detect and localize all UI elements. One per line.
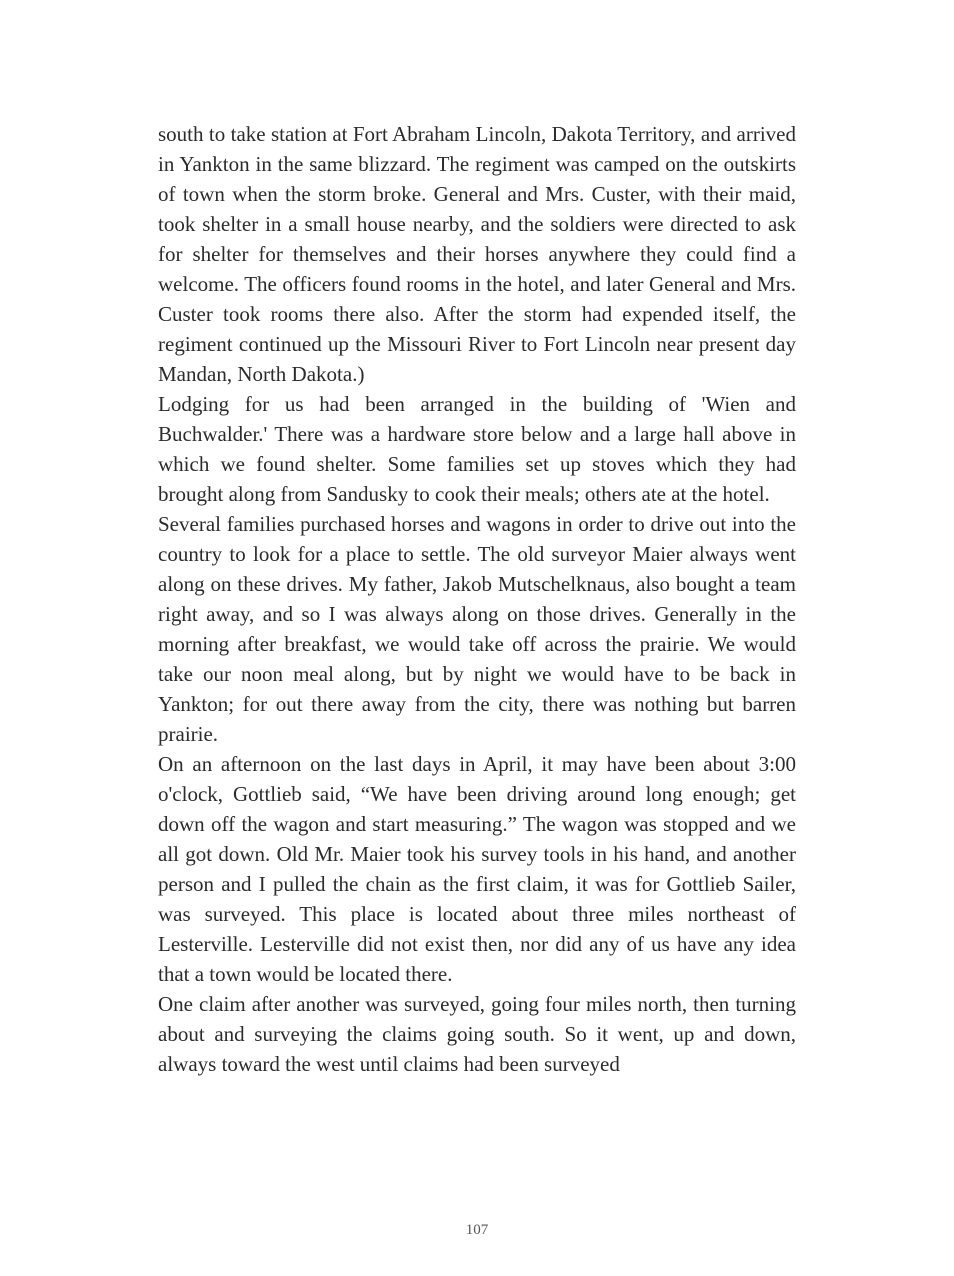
paragraph-3: Several families purchased horses and wagons in order to drive out into the country to look for a place to settle. The old surveyor Maier always went along on these drives. My father, Jakob Mutschelknaus, also bought a team right away, and so I was always along on those drives. Generally in the morning after breakfast, we would take off across the prairie. We would take our noon meal along, but by night we would have to be back in Yankton; for out there away from the city, there was nothing but barren prairie. [158,512,796,746]
paragraph-5: One claim after another was surveyed, going four miles north, then turning about and surveying the claims going south. So it went, up and down, always toward the west until claims had been surveyed [158,992,796,1076]
paragraph-1: south to take station at Fort Abraham Lincoln, Dakota Territory, and arrived in Yankton in the same blizzard. The regiment was camped on the outskirts of town when the storm broke. General and Mrs. Custer, with their maid, took shelter in a small house nearby, and the soldiers were directed to ask for shelter for themselves and their horses anywhere they could find a welcome. The officers found rooms in the hotel, and later General and Mrs. Custer took rooms there also. After the storm had expended itself, the regiment continued up the Missouri River to Fort Lincoln near present day Mandan, North Dakota.) [158,122,796,386]
body-text [158,119,796,1079]
paragraph-2: Lodging for us had been arranged in the building of 'Wien and Buchwalder.' There was a hardware store below and a large hall above in which we found shelter. Some families set up stoves which they had brought along from Sandusky to cook their meals; others ate at the hotel. [158,392,796,506]
paragraph-4: On an afternoon on the last days in April, it may have been about 3:00 o'clock, Gottlieb said, “We have been driving around long enough; get down off the wagon and start measuring.” The wagon was stopped and we all got down. Old Mr. Maier took his survey tools in his hand, and another person and I pulled the chain as the first claim, it was for Gottlieb Sailer, was surveyed. This place is located about three miles northeast of Lesterville. Lesterville did not exist then, nor did any of us have any idea that a town would be located there. [158,752,796,986]
page-number: 107 [465,1222,489,1238]
